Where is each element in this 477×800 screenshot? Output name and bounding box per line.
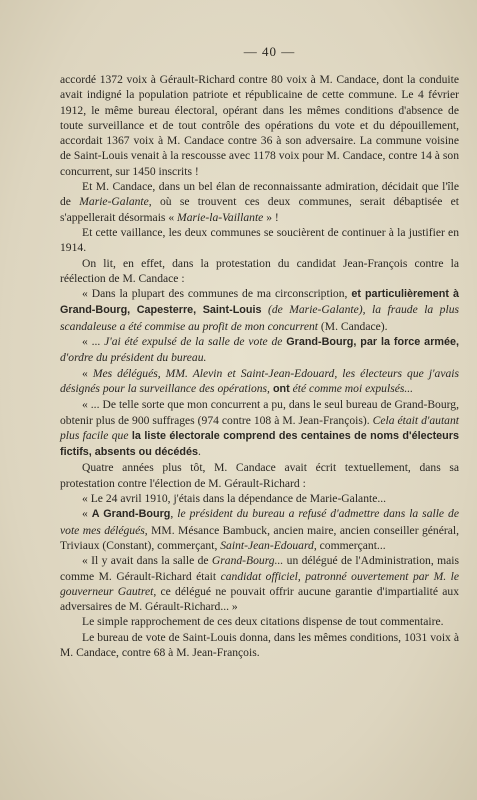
quote-paragraph xyxy=(60,366,459,398)
italic-run: candidat officiel, patronné ouvertement par M. le gouverneur Gautret xyxy=(60,569,459,598)
italic-run: le président du bureau a refusé d'admettre dans la salle de vote mes délégués xyxy=(60,507,459,537)
italic-run: (de Marie-Galante), xyxy=(261,303,372,317)
italic-run: Marie-Galante xyxy=(79,195,149,209)
paragraph xyxy=(60,460,459,491)
paragraph-text: Quatre années plus tôt, M. Candace avait écrit textuellement, dans sa protestation contre l'élection de M. Gérault-Richard : xyxy=(60,461,459,490)
text-run: « xyxy=(82,507,92,521)
quote-paragraph xyxy=(60,553,459,614)
text-run: « Dans la plupart des communes de ma circonscription, xyxy=(82,287,352,301)
quote-paragraph xyxy=(60,286,459,334)
quote-paragraph xyxy=(60,334,459,366)
italic-run: Saint-Jean-Edouard xyxy=(220,538,314,552)
italic-run: d'ordre du président du bureau. xyxy=(60,351,207,365)
text-run: « Il y avait dans la salle de xyxy=(82,554,212,568)
bold-run: Grand-Bourg, par la force armée, xyxy=(286,336,459,349)
bold-run: A Grand-Bourg xyxy=(91,508,171,521)
paragraph-text: « Le 24 avril 1910, j'étais dans la dépendance de Marie-Galante... xyxy=(82,492,387,506)
quote-paragraph xyxy=(60,506,459,553)
text-run: Et M. Candace, dans un bel élan de reconnaissante admiration, décidait que l'île de xyxy=(60,180,459,209)
quote-paragraph xyxy=(60,491,459,506)
body-text xyxy=(60,72,459,660)
bold-run: et particulièrement à Grand-Bourg, Capesterre, Saint-Louis xyxy=(60,288,459,317)
text-run: , où se trouvent ces deux communes, serait débaptisée et s'appellerait désormais « xyxy=(60,195,459,224)
text-run: » ! xyxy=(263,210,279,224)
paragraph xyxy=(60,225,459,256)
text-run: un délégué de l'Administration, mais comme M. Gérault-Richard était xyxy=(60,554,459,583)
text-run: , commerçant... xyxy=(313,538,386,552)
paragraph xyxy=(60,72,459,179)
paragraph-text: On lit, en effet, dans la protestation du candidat Jean-François contre la réélection de M. Candace : xyxy=(60,256,459,285)
paragraph-text: accordé 1372 voix à Gérault-Richard contre 80 voix à M. Candace, dont la conduite avait indigné la population patriote et républicaine de cette commune. Le 4 février 1912, le même bureau électoral, opérant dans les mêmes conditions d'absence de toute surveillance et de tout contrôle des opérations du vote et du dépouillement, accordait 1367 voix à M. Candace contre 36 à son adversaire. La commune voisine de Saint-Louis venait à la rescousse avec 1178 voix pour M. Candace, contre 14 à son concurrent, sur 1450 inscrits ! xyxy=(60,73,459,178)
text-run: , xyxy=(170,507,178,521)
paragraph-text: Le bureau de vote de Saint-Louis donna, dans les mêmes conditions, 1031 voix à M. Candace, contre 68 à M. Jean-François. xyxy=(60,630,459,659)
text-run: « xyxy=(82,366,93,380)
text-run: . xyxy=(198,445,201,459)
text-run: , ce délégué ne pouvait offrir aucune garantie d'impartialité aux adversaires de M. Gérault-Richard... » xyxy=(60,584,460,614)
paragraph-text: Le simple rapprochement de ces deux citations dispense de tout commentaire. xyxy=(82,615,444,629)
paragraph xyxy=(60,256,459,287)
paragraph xyxy=(60,630,459,661)
italic-run: Mes délégués, MM. Alevin et Saint-Jean-Edouard, les électeurs que j'avais désignés pour la surveillance des opérations, xyxy=(60,366,459,395)
page-number: — 40 — xyxy=(243,44,296,59)
paragraph xyxy=(60,179,459,225)
paragraph xyxy=(60,614,459,629)
quote-paragraph xyxy=(60,397,459,460)
italic-run: été comme moi expulsés... xyxy=(289,381,414,395)
italic-run: J'ai été expulsé de la salle de vote de xyxy=(104,335,287,349)
text-run: « ... xyxy=(82,335,105,349)
italic-run: Cela était d'autant plus facile que xyxy=(60,413,459,442)
bold-run: ont xyxy=(269,382,290,395)
italic-run: la fraude la plus scandaleuse a été commise au profit de mon concurrent xyxy=(60,303,460,333)
text-run: « ... De telle sorte que mon concurrent a pu, dans le seul bureau de Grand-Bourg, obtenir plus de 900 suffrages (974 contre 108 à M. Jean-François). xyxy=(60,398,459,427)
text-run: , MM. Mésance Bambuck, ancien maire, ancien conseiller général, Triviaux (Constant), commerçant, xyxy=(60,523,459,552)
bold-run: la liste électorale comprend des centaines de noms d'électeurs fictifs, absents ou décédés xyxy=(60,429,459,459)
text-run: (M. Candace). xyxy=(318,319,388,333)
italic-run: Grand-Bourg... xyxy=(211,554,284,568)
italic-run: Marie-la-Vaillante xyxy=(177,210,264,224)
paragraph-text: Et cette vaillance, les deux communes se soucièrent de continuer à la justifier en 1914. xyxy=(60,225,459,255)
